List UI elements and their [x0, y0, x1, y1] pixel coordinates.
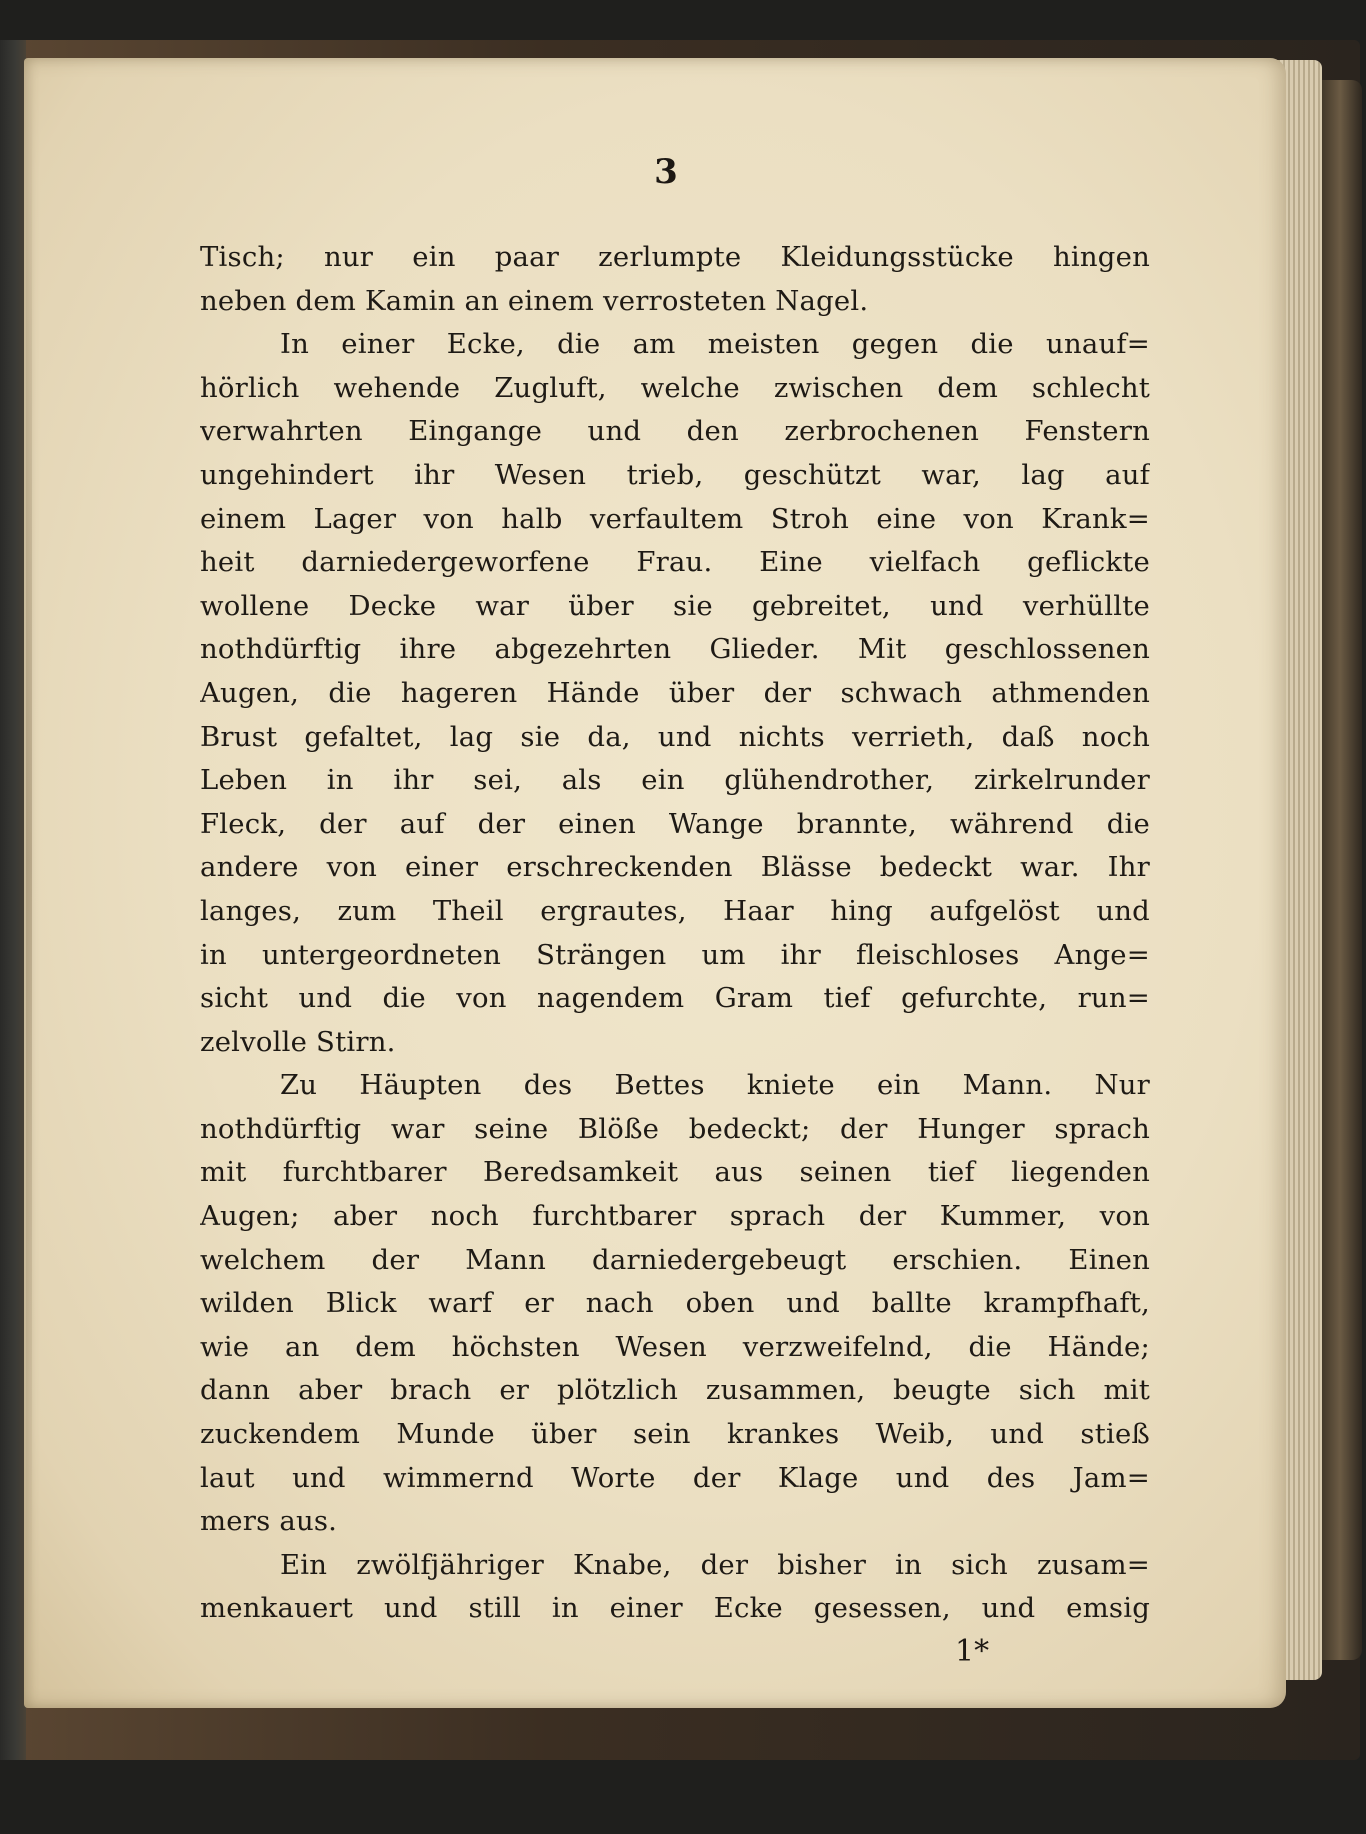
- text-line: menkauert und still in einer Ecke gesessen, und emsig: [200, 1592, 1150, 1625]
- text-line: hörlich wehende Zugluft, welche zwischen dem schlecht: [200, 371, 1150, 404]
- text-line: zuckendem Munde über sein krankes Weib, und stieß: [200, 1418, 1150, 1451]
- text-line: Fleck, der auf der einen Wange brannte, während die: [200, 807, 1150, 840]
- text-line: langes, zum Theil ergrautes, Haar hing aufgelöst und: [200, 894, 1150, 927]
- text-line: einem Lager von halb verfaultem Stroh eine von Krank=: [200, 502, 1150, 535]
- text-line: Leben in ihr sei, als ein glühendrother, zirkelrunder: [200, 764, 1150, 797]
- body-text: [200, 236, 1150, 1631]
- text-line: neben dem Kamin an einem verrosteten Nagel.: [200, 284, 869, 317]
- text-line: welchem der Mann darniedergebeugt erschien. Einen: [200, 1243, 1150, 1276]
- cover-edge: [1318, 80, 1362, 1660]
- text-line: nothdürftig ihre abgezehrten Glieder. Mit geschlossenen: [200, 633, 1150, 666]
- text-line: wilden Blick warf er nach oben und ballte krampfhaft,: [200, 1287, 1150, 1320]
- text-line: wollene Decke war über sie gebreitet, und verhüllte: [200, 589, 1150, 622]
- text-line: laut und wimmernd Worte der Klage und des Jam=: [200, 1461, 1150, 1494]
- book-spine: [0, 40, 26, 1760]
- text-line: in untergeordneten Strängen um ihr fleischloses Ange=: [200, 938, 1150, 971]
- text-line: nothdürftig war seine Blöße bedeckt; der Hunger sprach: [200, 1112, 1150, 1145]
- page-number: 3: [654, 152, 678, 192]
- text-line: Tisch; nur ein paar zerlumpte Kleidungsstücke hingen: [200, 241, 1150, 273]
- text-line: heit darniedergeworfene Frau. Eine vielfach geflickte: [200, 546, 1150, 579]
- text-line: mers aus.: [200, 1505, 338, 1538]
- text-line: verwahrten Eingange und den zerbrochenen Fenstern: [200, 415, 1150, 448]
- text-line: sicht und die von nagendem Gram tief gefurchte, run=: [200, 982, 1150, 1015]
- text-line: Augen, die hageren Hände über der schwach athmenden: [200, 676, 1150, 709]
- text-line: wie an dem höchsten Wesen verzweifelnd, die Hände;: [200, 1330, 1150, 1363]
- text-line: In einer Ecke, die am meisten gegen die unauf=: [280, 328, 1150, 361]
- gutter-shadow: [26, 80, 32, 1640]
- signature-mark: 1*: [955, 1634, 990, 1669]
- text-line: ungehindert ihr Wesen trieb, geschützt war, lag auf: [200, 458, 1150, 491]
- text-line: Zu Häupten des Bettes kniete ein Mann. Nur: [280, 1069, 1150, 1102]
- text-line: Augen; aber noch furchtbarer sprach der Kummer, von: [200, 1200, 1150, 1233]
- text-line: Ein zwölfjähriger Knabe, der bisher in sich zusam=: [280, 1548, 1150, 1581]
- text-line: Brust gefaltet, lag sie da, und nichts verrieth, daß noch: [200, 720, 1150, 753]
- text-line: andere von einer erschreckenden Blässe bedeckt war. Ihr: [200, 851, 1150, 884]
- text-line: mit furchtbarer Beredsamkeit aus seinen tief liegenden: [200, 1156, 1150, 1189]
- text-line: zelvolle Stirn.: [200, 1025, 396, 1058]
- text-line: dann aber brach er plötzlich zusammen, beugte sich mit: [200, 1374, 1150, 1407]
